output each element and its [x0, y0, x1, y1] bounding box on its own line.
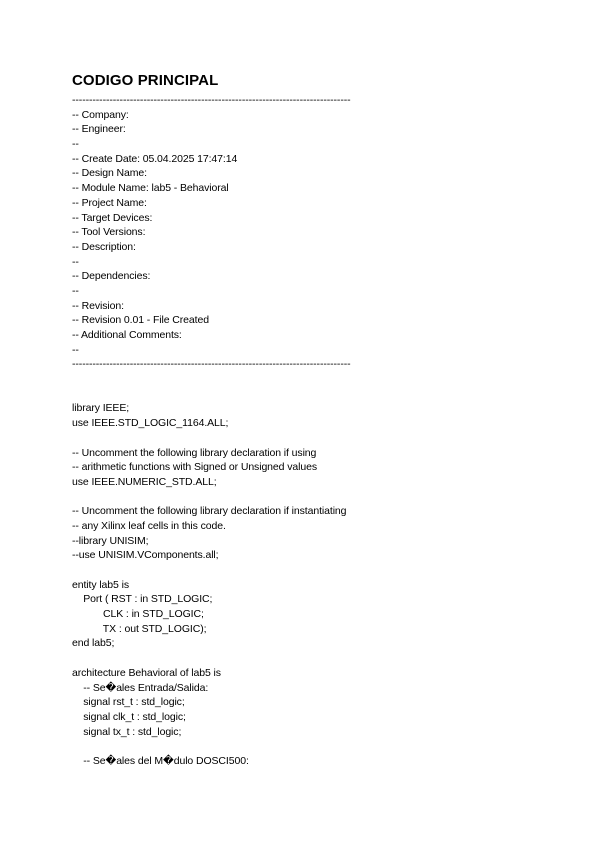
code-line: entity lab5 is	[72, 578, 129, 591]
code-line: -- Description:	[72, 240, 136, 253]
code-line: signal tx_t : std_logic;	[72, 725, 182, 738]
code-line: -- Se�ales del M�dulo DOSCI500:	[72, 754, 249, 767]
code-line: CLK : in STD_LOGIC;	[72, 608, 204, 621]
code-line: use IEEE.NUMERIC_STD.ALL;	[72, 475, 217, 488]
code-line	[72, 563, 532, 578]
code-line: -- Target Devices:	[72, 211, 153, 224]
code-line: -- Se�ales Entrada/Salida:	[72, 681, 209, 694]
code-line: --	[72, 284, 79, 297]
code-line: ----------------------------------------------------------------------------------	[72, 94, 351, 106]
code-line	[72, 372, 532, 387]
code-line: -- Dependencies:	[72, 270, 151, 283]
code-block	[72, 93, 532, 769]
code-line	[72, 490, 532, 505]
code-line	[72, 651, 532, 666]
code-line: use IEEE.STD_LOGIC_1164.ALL;	[72, 417, 229, 430]
code-line: -- Revision 0.01 - File Created	[72, 314, 209, 327]
code-line: signal rst_t : std_logic;	[72, 696, 185, 709]
code-line: ----------------------------------------------------------------------------------	[72, 358, 351, 371]
code-line: -- Company:	[72, 108, 129, 121]
code-line: --use UNISIM.VComponents.all;	[72, 549, 219, 562]
code-line	[72, 387, 532, 402]
code-line: -- Uncomment the following library declaration if instantiating	[72, 505, 347, 518]
code-line: -- Project Name:	[72, 196, 147, 209]
code-line: -- Additional Comments:	[72, 329, 182, 341]
code-line: Port ( RST : in STD_LOGIC;	[72, 593, 213, 606]
code-line: -- Design Name:	[72, 167, 147, 180]
code-line: -- Revision:	[72, 299, 124, 312]
code-line: --library UNISIM;	[72, 534, 149, 547]
code-line: -- Uncomment the following library declaration if using	[72, 446, 317, 459]
code-line: -- Engineer:	[72, 123, 126, 136]
code-line: signal clk_t : std_logic;	[72, 710, 186, 723]
code-line: -- any Xilinx leaf cells in this code.	[72, 519, 226, 532]
code-line	[72, 431, 532, 446]
code-line: -- arithmetic functions with Signed or Unsigned values	[72, 461, 317, 474]
code-line: architecture Behavioral of lab5 is	[72, 666, 221, 679]
code-line: TX : out STD_LOGIC);	[72, 622, 207, 635]
code-line: library IEEE;	[72, 402, 130, 415]
code-line: --	[72, 343, 79, 356]
code-line	[72, 739, 532, 754]
page-title: CODIGO PRINCIPAL	[72, 72, 219, 89]
code-line: --	[72, 255, 79, 268]
code-line: -- Create Date: 05.04.2025 17:47:14	[72, 152, 238, 165]
code-line: -- Tool Versions:	[72, 226, 146, 239]
code-line: -- Module Name: lab5 - Behavioral	[72, 182, 229, 195]
code-line: --	[72, 138, 79, 151]
code-line: end lab5;	[72, 637, 115, 650]
